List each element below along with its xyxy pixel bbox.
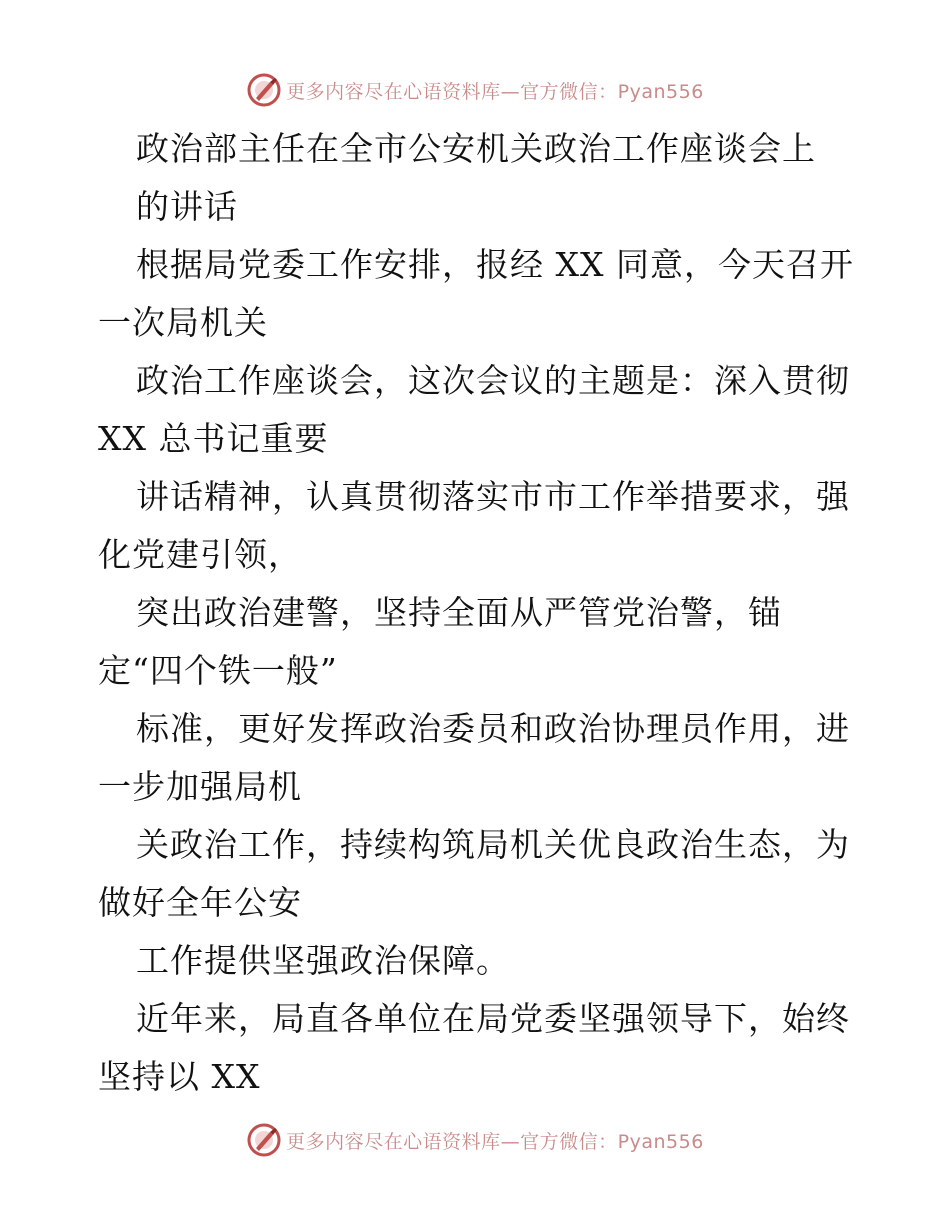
document-body: [98, 120, 858, 1106]
watermark-text: 更多内容尽在心语资料库—官方微信：Pyan556: [286, 80, 704, 103]
text-line: [98, 236, 858, 294]
line-text: 一次局机关: [98, 303, 268, 342]
text-line: [98, 932, 858, 990]
text-line: [98, 468, 858, 526]
text-line: [98, 816, 858, 874]
brand-logo-icon: [246, 72, 282, 108]
text-line: [98, 178, 858, 236]
footer-watermark: [0, 1120, 950, 1160]
line-text: 一步加强局机: [98, 767, 302, 806]
line-text: 政治部主任在全市公安机关政治工作座谈会上: [136, 129, 816, 168]
watermark-text: 更多内容尽在心语资料库—官方微信：Pyan556: [286, 1130, 704, 1153]
text-line: [98, 584, 858, 642]
line-text: 的讲话: [136, 187, 238, 226]
text-line: [98, 700, 858, 758]
line-text: 政治工作座谈会，这次会议的主题是：深入贯彻: [136, 361, 850, 400]
line-text: 关政治工作，持续构筑局机关优良政治生态，为: [136, 825, 850, 864]
line-text: 标准，更好发挥政治委员和政治协理员作用，进: [136, 709, 850, 748]
line-text: 坚持以 XX: [98, 1057, 261, 1096]
text-line: [98, 990, 858, 1048]
text-line: [98, 352, 858, 410]
text-line: [98, 120, 858, 178]
text-line: [98, 874, 858, 932]
line-text: 近年来，局直各单位在局党委坚强领导下，始终: [136, 999, 850, 1038]
text-line: [98, 410, 858, 468]
line-text: 化党建引领，: [98, 535, 302, 574]
line-text: 讲话精神，认真贯彻落实市市工作举措要求，强: [136, 477, 850, 516]
text-line: [98, 758, 858, 816]
text-line: [98, 294, 858, 352]
line-text: 做好全年公安: [98, 883, 302, 922]
line-text: XX 总书记重要: [98, 419, 329, 458]
line-text: 工作提供坚强政治保障。: [136, 941, 510, 980]
text-line: [98, 642, 858, 700]
line-text: 根据局党委工作安排，报经 XX 同意，今天召开: [136, 245, 854, 284]
brand-logo-icon: [246, 1122, 282, 1158]
line-text: 定“四个铁一般”: [98, 651, 338, 690]
text-line: [98, 1048, 858, 1106]
line-text: 突出政治建警，坚持全面从严管党治警，锚: [136, 593, 782, 632]
header-watermark: [0, 70, 950, 110]
text-line: [98, 526, 858, 584]
